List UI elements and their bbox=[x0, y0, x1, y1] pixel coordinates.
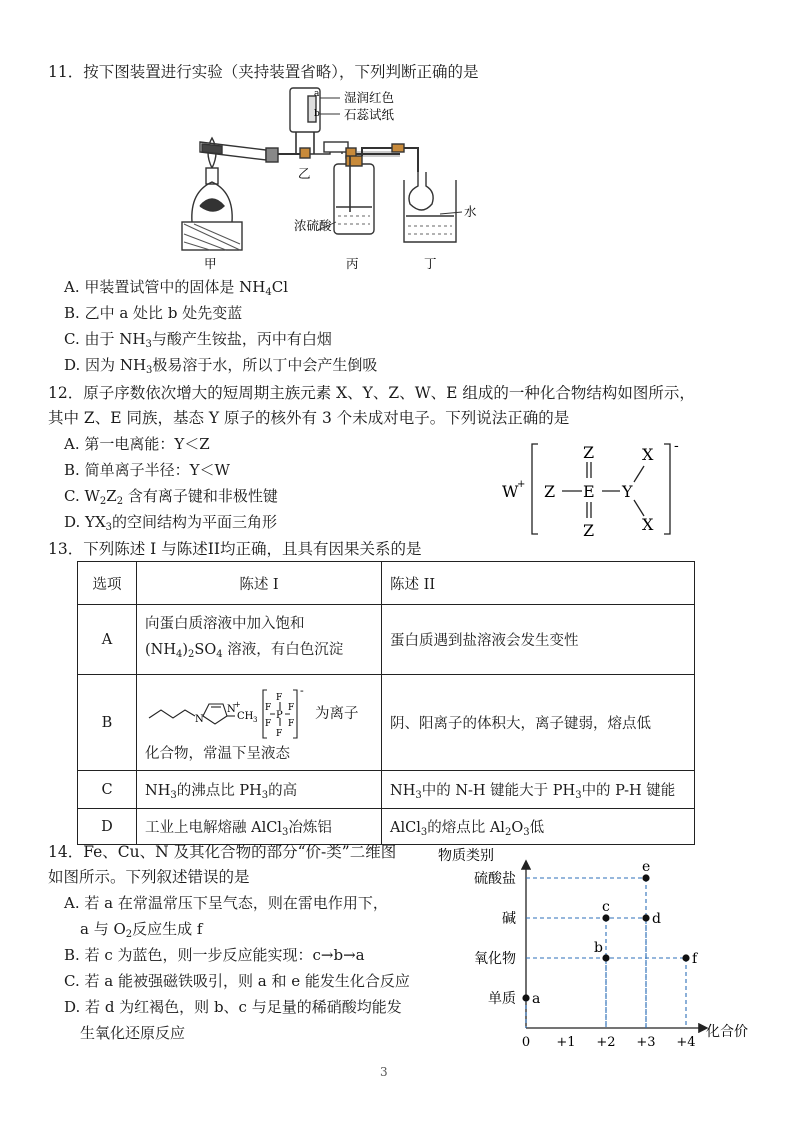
q11-option-b: B. 乙中 a 处比 b 处先变蓝 bbox=[64, 304, 243, 322]
table-row bbox=[78, 605, 695, 675]
label-yi: 乙 bbox=[298, 166, 311, 181]
row-c-option: C bbox=[78, 771, 137, 809]
row-b-statement-2: 阴、阳离子的体积大，离子键弱，熔点低 bbox=[382, 675, 695, 771]
right-bracket bbox=[664, 444, 670, 534]
point-label-a: a bbox=[532, 991, 541, 1007]
point-label-b: b bbox=[594, 940, 603, 956]
label-acid: 浓硫酸 bbox=[294, 218, 332, 233]
x-axis-label: 化合价 bbox=[706, 1024, 748, 1040]
valence-class-chart bbox=[420, 840, 760, 1050]
svg-text:N: N bbox=[195, 714, 204, 725]
q14-option-d: D. 若 d 为红褐色，则 b、c 与足量的稀硝酸均能发 bbox=[64, 998, 402, 1016]
page-number: 3 bbox=[380, 1065, 388, 1079]
point-label-f: f bbox=[692, 951, 698, 967]
y-category-label: 硫酸盐 bbox=[474, 871, 516, 887]
svg-text:3: 3 bbox=[253, 716, 258, 724]
y-category-label: 碱 bbox=[502, 911, 516, 927]
row-b-option: B bbox=[78, 675, 137, 771]
butyl-chain bbox=[149, 710, 195, 718]
svg-text:P: P bbox=[276, 710, 283, 721]
q14-option-b: B. 若 c 为蓝色，则一步反应能实现：c→b→a bbox=[64, 946, 365, 964]
atom-x-top: X bbox=[642, 445, 654, 464]
anion-minus: - bbox=[674, 438, 679, 454]
point-c bbox=[602, 914, 609, 921]
svg-text:F: F bbox=[288, 719, 295, 729]
atom-x-bottom: X bbox=[642, 515, 654, 534]
q12-structure-diagram bbox=[500, 436, 690, 540]
x-tick-label: 0 bbox=[521, 1035, 531, 1050]
label-litmus-1: 湿润红色 bbox=[344, 90, 395, 105]
point-b bbox=[602, 954, 609, 961]
label-ding: 丁 bbox=[424, 256, 437, 271]
x-tick-label: +4 bbox=[676, 1035, 696, 1050]
y-category-label: 氧化物 bbox=[474, 951, 516, 967]
svg-text:F: F bbox=[265, 719, 272, 729]
atom-z-left: Z bbox=[544, 482, 556, 501]
q13-table bbox=[77, 561, 695, 845]
atom-z-top: Z bbox=[583, 443, 595, 462]
label-bing: 丙 bbox=[346, 256, 359, 271]
point-label-e: e bbox=[642, 859, 651, 875]
ionic-liquid-structure bbox=[145, 682, 315, 742]
x-tick-label: +2 bbox=[596, 1035, 616, 1050]
row-a-option: A bbox=[78, 605, 137, 675]
label-litmus-2: 石蕊试纸 bbox=[344, 107, 395, 122]
x-tick-label: +3 bbox=[636, 1035, 656, 1050]
y-category-label: 单质 bbox=[488, 991, 516, 1007]
atom-z-bottom: Z bbox=[583, 521, 595, 540]
header-option: 选项 bbox=[78, 562, 137, 605]
header-statement-1: 陈述 I bbox=[137, 562, 382, 605]
q14-option-a-cont: a 与 $O_2$反应生成 f bbox=[80, 920, 203, 940]
row-a-statement-2: 蛋白质遇到盐溶液会发生变性 bbox=[382, 605, 695, 675]
row-c-statement-1: $NH_3$的沸点比 $PH_3$的高 bbox=[137, 771, 382, 809]
point-d bbox=[642, 914, 649, 921]
q12-stem-line2: 其中 Z、E 同族，基态 Y 原子的核外有 3 个未成对电子。下列说法正确的是 bbox=[48, 409, 570, 427]
label-b: b bbox=[314, 109, 320, 119]
q14-option-a: A. 若 a 在常温常压下呈气态，则在雷电作用下， bbox=[64, 894, 388, 912]
point-e bbox=[642, 874, 649, 881]
table-row bbox=[78, 675, 695, 771]
q12-option-a: A. 第一电离能：Y＜Z bbox=[64, 435, 210, 453]
svg-text:F: F bbox=[276, 729, 283, 739]
q12-option-d: D. $YX_3$的空间结构为平面三角形 bbox=[64, 513, 278, 533]
cation-plus: + bbox=[517, 479, 526, 490]
row-c-statement-2: $NH_3$中的 N-H 键能大于 $PH_3$中的 P-H 键能 bbox=[382, 771, 695, 809]
cation-w: W bbox=[502, 482, 519, 501]
q14-option-d-cont: 生氧化还原反应 bbox=[80, 1024, 186, 1042]
row-d-statement-1: 工业上电解熔融 AlCl$_3$冶炼铝 bbox=[137, 809, 382, 845]
q14-stem-line2: 如图所示。下列叙述错误的是 bbox=[48, 868, 250, 886]
table-header-row bbox=[78, 562, 695, 605]
point-a bbox=[522, 994, 529, 1001]
label-jia: 甲 bbox=[204, 256, 217, 271]
q14-option-c: C. 若 a 能被强磁铁吸引，则 a 和 e 能发生化合反应 bbox=[64, 972, 410, 990]
atom-y: Y bbox=[622, 482, 633, 501]
svg-text:F: F bbox=[276, 693, 283, 703]
label-water: 水 bbox=[464, 204, 477, 219]
q13-stem: 13．下列陈述 I 与陈述II均正确，且具有因果关系的是 bbox=[48, 540, 422, 558]
point-label-d: d bbox=[652, 911, 661, 927]
q11-option-d: D. 因为 $NH_3$极易溶于水，所以丁中会产生倒吸 bbox=[64, 356, 378, 376]
point-f bbox=[682, 954, 689, 961]
point-label-c: c bbox=[602, 899, 610, 915]
svg-text:+: + bbox=[234, 700, 241, 709]
left-bracket bbox=[532, 444, 538, 534]
q12-option-c: C. $W_2Z_2$ 含有离子键和非极性键 bbox=[64, 487, 278, 507]
y-axis-label: 物质类别 bbox=[438, 848, 494, 864]
row-d-statement-2: AlCl$_3$的熔点比 $Al_2O_3$低 bbox=[382, 809, 695, 845]
q12-option-b: B. 简单离子半径：Y＜W bbox=[64, 461, 230, 479]
q11-option-c: C. 由于 $NH_3$与酸产生铵盐，丙中有白烟 bbox=[64, 330, 332, 350]
q11-stem: 11．按下图装置进行实验（夹持装置省略），下列判断正确的是 bbox=[48, 63, 479, 81]
label-a: a bbox=[314, 89, 320, 99]
row-b-statement-1: N N + CH 3 P F F F F F F - 为离子 化合物，常温下呈液态 bbox=[137, 675, 382, 771]
atom-e: E bbox=[583, 482, 595, 501]
svg-text:F: F bbox=[265, 703, 272, 713]
table-row bbox=[78, 771, 695, 809]
svg-text:F: F bbox=[288, 703, 295, 713]
q11-option-a: A. 甲装置试管中的固体是 $NH_4Cl$ bbox=[64, 278, 289, 298]
q12-stem-line1: 12．原子序数依次增大的短周期主族元素 X、Y、Z、W、E 组成的一种化合物结构如图所示， bbox=[48, 384, 695, 402]
q14-stem-line1: 14．Fe、Cu、N 及其化合物的部分“价-类”二维图 bbox=[48, 843, 397, 861]
svg-text:CH: CH bbox=[237, 711, 254, 722]
lamp-base bbox=[182, 222, 242, 250]
row-d-option: D bbox=[78, 809, 137, 845]
svg-text:-: - bbox=[300, 684, 304, 697]
svg-text:N: N bbox=[227, 704, 236, 715]
row-a-statement-1: 向蛋白质溶液中加入饱和 $(NH_4)_2SO_4$ 溶液，有白色沉淀 bbox=[137, 605, 382, 675]
q11-apparatus-diagram bbox=[170, 82, 510, 272]
header-statement-2: 陈述 II bbox=[382, 562, 695, 605]
x-tick-label: +1 bbox=[556, 1035, 576, 1050]
